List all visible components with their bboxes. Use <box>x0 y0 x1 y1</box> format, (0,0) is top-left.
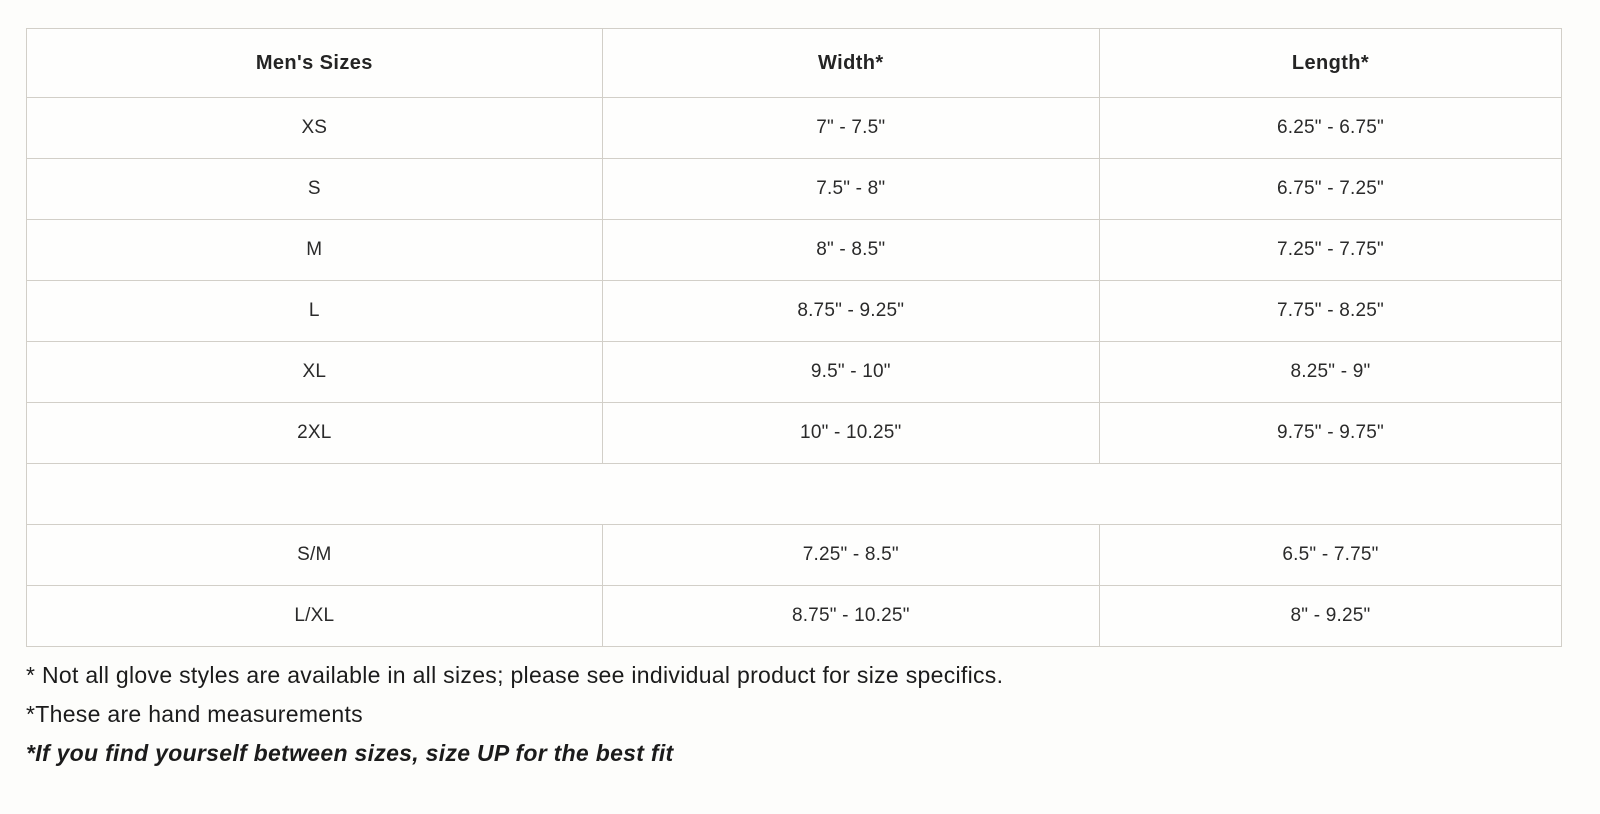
header-mens-sizes: Men's Sizes <box>27 29 603 98</box>
table-row-xs <box>27 98 1562 159</box>
width-cell: 7.5" - 8" <box>602 159 1099 220</box>
size-cell: S/M <box>27 525 603 586</box>
length-cell: 6.75" - 7.25" <box>1099 159 1561 220</box>
size-cell: L/XL <box>27 586 603 647</box>
size-cell: XL <box>27 342 603 403</box>
length-cell: 8.25" - 9" <box>1099 342 1561 403</box>
footnotes-section <box>26 656 1566 773</box>
header-width: Width* <box>602 29 1099 98</box>
table-row-xl <box>27 342 1562 403</box>
width-cell: 7" - 7.5" <box>602 98 1099 159</box>
width-cell: 8.75" - 10.25" <box>602 586 1099 647</box>
table-row-2xl <box>27 403 1562 464</box>
width-cell: 8.75" - 9.25" <box>602 281 1099 342</box>
length-cell: 7.25" - 7.75" <box>1099 220 1561 281</box>
width-cell: 10" - 10.25" <box>602 403 1099 464</box>
size-cell: M <box>27 220 603 281</box>
table-row-sm <box>27 525 1562 586</box>
size-cell: XS <box>27 98 603 159</box>
length-cell: 8" - 9.25" <box>1099 586 1561 647</box>
width-cell: 7.25" - 8.5" <box>602 525 1099 586</box>
length-cell: 6.5" - 7.75" <box>1099 525 1561 586</box>
spacer-cell <box>27 464 1562 525</box>
table-row-s <box>27 159 1562 220</box>
footnote-hand-measurements: *These are hand measurements <box>26 701 363 727</box>
length-cell: 9.75" - 9.75" <box>1099 403 1561 464</box>
spacer-row <box>27 464 1562 525</box>
table-row-m <box>27 220 1562 281</box>
size-cell: L <box>27 281 603 342</box>
size-cell: 2XL <box>27 403 603 464</box>
table-row-lxl <box>27 586 1562 647</box>
table-row-l <box>27 281 1562 342</box>
length-cell: 7.75" - 8.25" <box>1099 281 1561 342</box>
footnote-availability: * Not all glove styles are available in all sizes; please see individual product for size specifics. <box>26 662 1004 688</box>
mens-sizes-table <box>26 28 1562 647</box>
footnote-size-up: *If you find yourself between sizes, size UP for the best fit <box>26 740 674 766</box>
size-cell: S <box>27 159 603 220</box>
width-cell: 9.5" - 10" <box>602 342 1099 403</box>
header-length: Length* <box>1099 29 1561 98</box>
table-header-row <box>27 29 1562 98</box>
width-cell: 8" - 8.5" <box>602 220 1099 281</box>
length-cell: 6.25" - 6.75" <box>1099 98 1561 159</box>
